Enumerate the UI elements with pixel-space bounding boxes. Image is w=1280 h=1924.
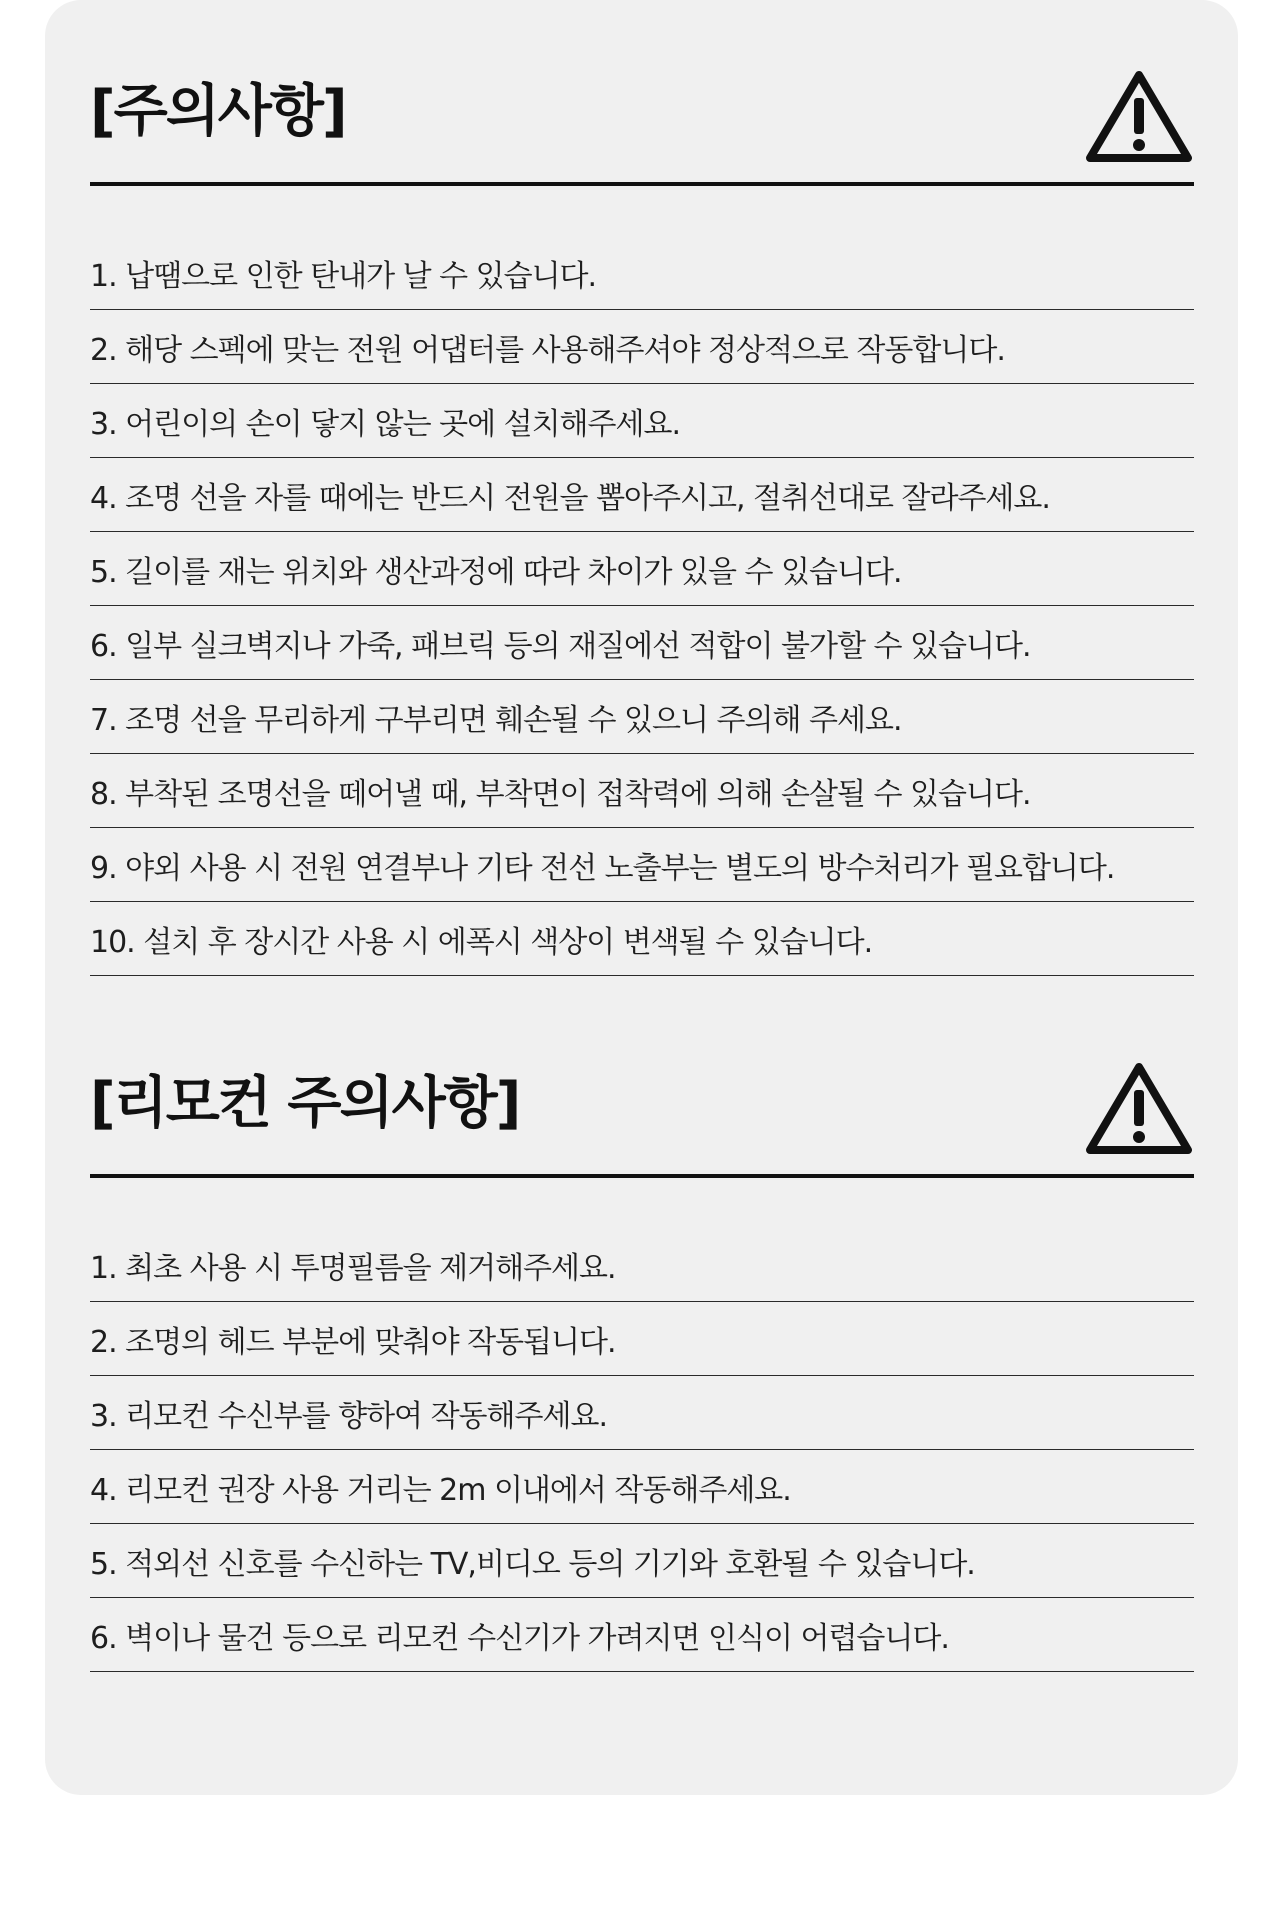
- list-item: 9. 야외 사용 시 전원 연결부나 기타 전선 노출부는 별도의 방수처리가 필요합니다.: [90, 828, 1194, 902]
- list-item: 3. 리모컨 수신부를 향하여 작동해주세요.: [90, 1376, 1194, 1450]
- list-item: 8. 부착된 조명선을 떼어낼 때, 부착면이 접착력에 의해 손살될 수 있습니다.: [90, 754, 1194, 828]
- remote-caution-section: [90, 1054, 1194, 1672]
- remote-caution-heading-row: [90, 1054, 1194, 1178]
- remote-caution-title: [리모컨 주의사항]: [90, 1071, 520, 1136]
- list-item: 5. 적외선 신호를 수신하는 TV,비디오 등의 기기와 호환될 수 있습니다.: [90, 1524, 1194, 1598]
- list-item: 1. 납땜으로 인한 탄내가 날 수 있습니다.: [90, 236, 1194, 310]
- warning-triangle-icon: [1084, 68, 1194, 166]
- list-item: 10. 설치 후 장시간 사용 시 에폭시 색상이 변색될 수 있습니다.: [90, 902, 1194, 976]
- list-item: 4. 리모컨 권장 사용 거리는 2m 이내에서 작동해주세요.: [90, 1450, 1194, 1524]
- list-item: 2. 해당 스펙에 맞는 전원 어댑터를 사용해주셔야 정상적으로 작동합니다.: [90, 310, 1194, 384]
- list-item: 6. 일부 실크벽지나 가죽, 패브릭 등의 재질에선 적합이 불가할 수 있습니다.: [90, 606, 1194, 680]
- list-item: 4. 조명 선을 자를 때에는 반드시 전원을 뽑아주시고, 절취선대로 잘라주세요.: [90, 458, 1194, 532]
- list-item: 3. 어린이의 손이 닿지 않는 곳에 설치해주세요.: [90, 384, 1194, 458]
- caution-section: [90, 62, 1194, 976]
- warning-triangle-icon: [1084, 1060, 1194, 1158]
- caution-heading-row: [90, 62, 1194, 186]
- notice-card: [45, 0, 1238, 1795]
- list-item: 7. 조명 선을 무리하게 구부리면 훼손될 수 있으니 주의해 주세요.: [90, 680, 1194, 754]
- list-item: 6. 벽이나 물건 등으로 리모컨 수신기가 가려지면 인식이 어렵습니다.: [90, 1598, 1194, 1672]
- list-item: 1. 최초 사용 시 투명필름을 제거해주세요.: [90, 1228, 1194, 1302]
- list-item: 2. 조명의 헤드 부분에 맞춰야 작동됩니다.: [90, 1302, 1194, 1376]
- caution-title: [주의사항]: [90, 79, 346, 144]
- remote-caution-list: [90, 1228, 1194, 1672]
- caution-list: [90, 236, 1194, 976]
- list-item: 5. 길이를 재는 위치와 생산과정에 따라 차이가 있을 수 있습니다.: [90, 532, 1194, 606]
